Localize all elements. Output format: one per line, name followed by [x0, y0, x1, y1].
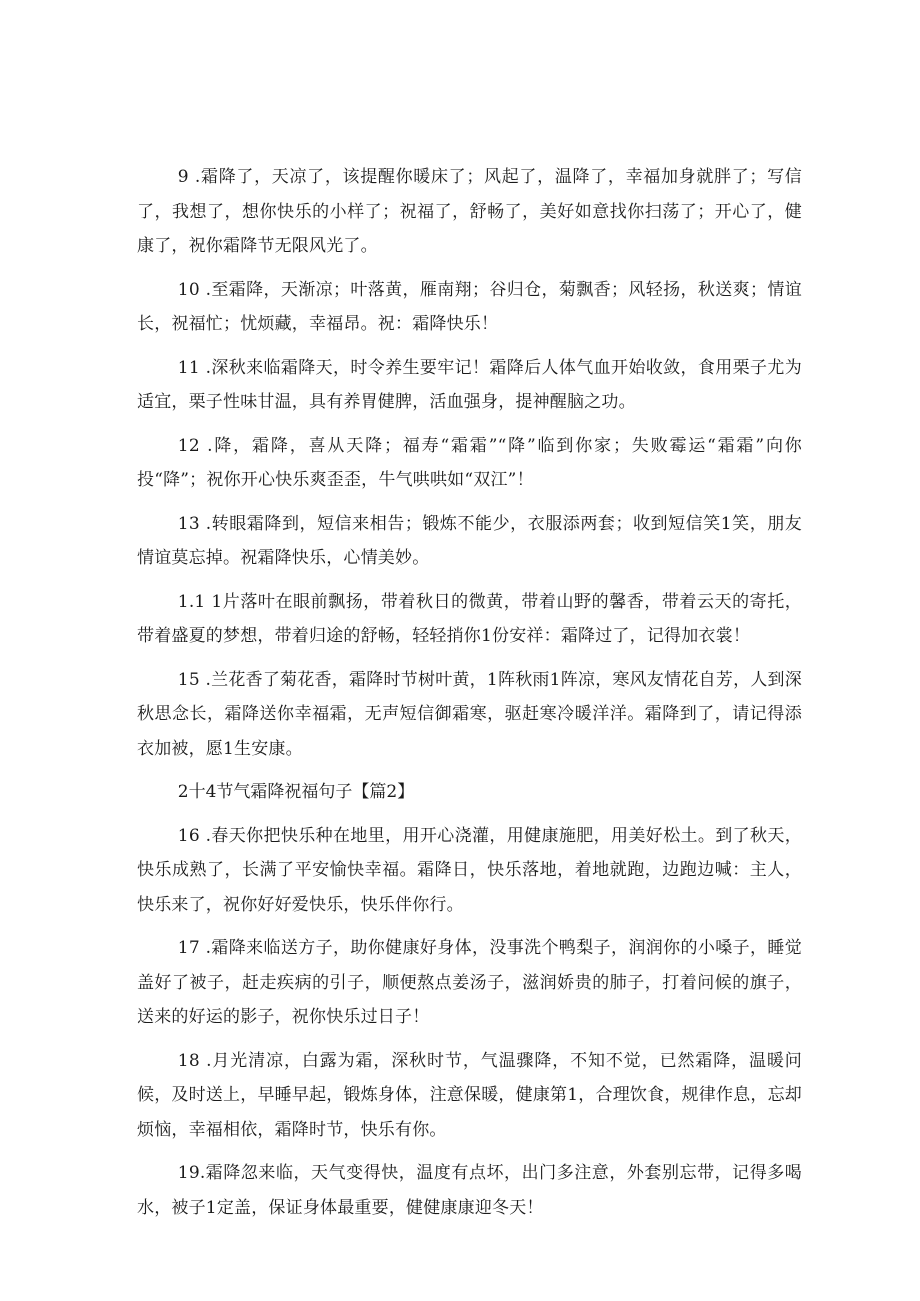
paragraph-18: 18 .月光清凉，白露为霜，深秋时节，气温骤降，不知不觉，已然霜降，温暖问候，及时送上，早睡早起，锻炼身体，注意保暖，健康第1，合理饮食，规律作息，忘却烦恼，幸福相依，霜降时节，快乐有你。 — [137, 1050, 802, 1140]
paragraph-10: 10 .至霜降，天渐凉；叶落黄，雁南翔；谷归仓，菊飘香；风轻扬，秋送爽；情谊长，祝福忙；忧烦藏，幸福昂。祝：霜降快乐！ — [137, 279, 802, 334]
paragraph-11: 11 .深秋来临霜降天，时令养生要牢记！霜降后人体气血开始收敛，食用栗子尤为适宜，栗子性味甘温，具有养胃健脾，活血强身，提神醒脑之功。 — [137, 357, 802, 412]
section-heading: 2十4节气霜降祝福句子【篇2】 — [177, 782, 415, 802]
paragraph-15: 15 .兰花香了菊花香，霜降时节树叶黄，1阵秋雨1阵凉，寒风友情花自芳，人到深秋思念长，霜降送你幸福霜，无声短信御霜寒，驱赶寒冷暖洋洋。霜降到了，请记得添衣加被，愿1生安康。 — [137, 669, 802, 759]
paragraph-17: 17 .霜降来临送方子，助你健康好身体，没事洗个鸭梨子，润润你的小嗓子，睡觉盖好了被子，赶走疾病的引子，顺便熬点姜汤子，滋润娇贵的肺子，打着问候的旗子，送来的好运的影子，祝你快乐过日子！ — [137, 938, 802, 1027]
paragraph-19: 19.霜降忽来临，天气变得快，温度有点坏，出门多注意，外套别忘带，记得多喝水，被子1定盖，保证身体最重要，健健康康迎冬天！ — [137, 1163, 802, 1218]
paragraph-9: 9 .霜降了，天凉了，该提醒你暖床了；风起了，温降了，幸福加身就胖了；写信了，我想了，想你快乐的小样了；祝福了，舒畅了，美好如意找你扫荡了；开心了，健康了，祝你霜降节无限风光了。 — [137, 167, 802, 256]
paragraph-14: 1.1 1片落叶在眼前飘扬，带着秋日的微黄，带着山野的馨香，带着云天的寄托，带着盛夏的梦想，带着归途的舒畅，轻轻捎你1份安祥：霜降过了，记得加衣裳！ — [137, 591, 802, 646]
paragraph-13: 13 .转眼霜降到，短信来相告；锻炼不能少，衣服添两套；收到短信笑1笑，朋友情谊莫忘掉。祝霜降快乐，心情美妙。 — [137, 513, 802, 568]
paragraph-16: 16 .春天你把快乐种在地里，用开心浇灌，用健康施肥，用美好松土。到了秋天，快乐成熟了，长满了平安愉快幸福。霜降日，快乐落地，着地就跑，边跑边喊：主人，快乐来了，祝你好好爱快乐，快乐伴你行。 — [137, 825, 802, 915]
document-page — [137, 160, 802, 1234]
paragraph-12: 12 .降，霜降，喜从天降；福寿“霜霜”“降”临到你家；失败霉运“霜霜”向你投“降”；祝你开心快乐爽歪歪，牛气哄哄如“双江”！ — [137, 435, 802, 490]
